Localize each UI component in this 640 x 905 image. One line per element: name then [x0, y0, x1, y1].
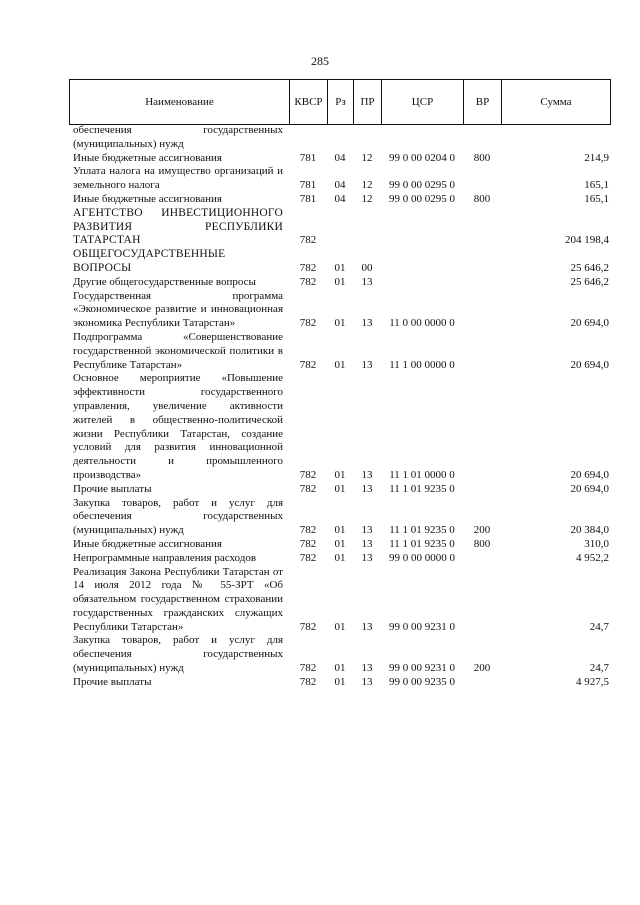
cell-csr: 11 1 00 0000 0 — [389, 358, 455, 371]
cell-sum: 25 646,2 — [570, 261, 609, 274]
cell-pr: 13 — [361, 358, 373, 371]
cell-sum: 20 384,0 — [570, 524, 609, 537]
cell-csr: 11 1 01 9235 0 — [389, 482, 455, 495]
cell-pr: 13 — [361, 524, 373, 537]
table-row — [69, 497, 611, 538]
header-csr: ЦСР — [382, 80, 464, 125]
header-name: Наименование — [70, 80, 290, 125]
cell-name: ОБЩЕГОСУДАРСТВЕННЫЕ ВОПРОСЫ — [73, 248, 226, 274]
cell-rz: 01 — [334, 675, 346, 688]
cell-vr — [463, 552, 501, 566]
cell-vr — [463, 207, 501, 248]
table-row — [69, 248, 611, 276]
cell-kvsr: 782 — [299, 275, 317, 288]
cell-rz: 01 — [334, 358, 346, 371]
cell-rz: 01 — [334, 468, 346, 481]
cell-pr: 13 — [361, 275, 373, 288]
cell-kvsr: 782 — [299, 234, 317, 247]
cell-csr: 11 0 00 0000 0 — [389, 317, 455, 330]
cell-csr — [381, 207, 463, 248]
cell-rz: 01 — [334, 662, 346, 675]
cell-kvsr: 781 — [299, 192, 317, 205]
cell-name: Подпрограмма «Совершенствование государственной экономической политики в Республике Татарстан» — [73, 330, 283, 371]
cell-name: Иные бюджетные ассигнования — [73, 192, 222, 205]
cell-name: Иные бюджетные ассигнования — [73, 151, 222, 164]
cell-csr — [381, 276, 463, 290]
budget-table — [69, 124, 611, 690]
cell-kvsr: 782 — [299, 358, 317, 371]
cell-pr: 13 — [361, 468, 373, 481]
cell-name: Иные бюджетные ассигнования — [73, 537, 222, 550]
cell-rz: 04 — [334, 151, 346, 164]
header-pr: ПР — [354, 80, 382, 125]
table-row — [69, 483, 611, 497]
cell-csr: 11 1 01 9235 0 — [389, 524, 455, 537]
cell-pr — [353, 207, 381, 248]
header-rz: Рз — [328, 80, 354, 125]
cell-name: Непрограммные направления расходов — [73, 551, 257, 564]
cell-pr: 13 — [361, 537, 373, 550]
cell-pr: 12 — [361, 151, 373, 164]
cell-rz — [327, 207, 353, 248]
table-row — [69, 152, 611, 166]
cell-rz: 04 — [334, 192, 346, 205]
cell-vr: 200 — [473, 524, 491, 537]
cell-vr — [463, 331, 501, 372]
table-row — [69, 538, 611, 552]
cell-sum: 20 694,0 — [570, 482, 609, 495]
cell-sum: 165,1 — [584, 192, 609, 205]
cell-name: АГЕНТСТВО ИНВЕСТИЦИОННОГО РАЗВИТИЯ РЕСПУБЛИКИ ТАТАРСТАН — [73, 206, 283, 247]
cell-csr: 11 1 01 0000 0 — [389, 468, 455, 481]
cell-kvsr: 782 — [299, 662, 317, 675]
cell-pr — [353, 124, 381, 152]
header-vr: ВР — [464, 80, 502, 125]
cell-sum: 214,9 — [584, 151, 609, 164]
cell-vr — [463, 124, 501, 152]
cell-kvsr: 782 — [299, 261, 317, 274]
cell-name: Реализация Закона Республики Татарстан от 14 июля 2012 года № 55-ЗРТ «Об обязательном государственном страховании государственных гражданских служащих Республики Татарстан» — [73, 565, 283, 633]
table-row — [69, 124, 611, 152]
table-row — [69, 372, 611, 482]
cell-sum — [501, 124, 611, 152]
cell-name: Прочие выплаты — [73, 482, 152, 495]
cell-name: Прочие выплаты — [73, 675, 152, 688]
cell-vr — [463, 165, 501, 193]
cell-kvsr: 782 — [299, 482, 317, 495]
header-kvsr: КВСР — [290, 80, 328, 125]
header-sum: Сумма — [502, 80, 611, 125]
cell-vr — [463, 566, 501, 635]
cell-name: Другие общегосударственные вопросы — [73, 275, 256, 288]
cell-csr — [381, 248, 463, 276]
cell-csr: 99 0 00 0295 0 — [389, 179, 455, 192]
cell-pr: 12 — [361, 192, 373, 205]
cell-sum: 20 694,0 — [570, 468, 609, 481]
cell-kvsr: 781 — [299, 151, 317, 164]
cell-kvsr: 781 — [299, 179, 317, 192]
table-header — [69, 79, 611, 125]
table-row — [69, 634, 611, 675]
cell-sum: 4 927,5 — [576, 675, 609, 688]
cell-csr: 99 0 00 9231 0 — [389, 620, 455, 633]
cell-rz: 01 — [334, 524, 346, 537]
cell-pr: 12 — [361, 179, 373, 192]
cell-pr: 13 — [361, 551, 373, 564]
cell-rz: 01 — [334, 317, 346, 330]
cell-sum: 310,0 — [584, 537, 609, 550]
cell-csr: 99 0 00 9231 0 — [389, 662, 455, 675]
cell-sum: 165,1 — [584, 179, 609, 192]
cell-pr: 13 — [361, 482, 373, 495]
cell-vr — [463, 483, 501, 497]
cell-pr: 13 — [361, 662, 373, 675]
cell-vr — [463, 372, 501, 482]
cell-name: Основное мероприятие «Повышение эффективности государственного управления, увеличение активности жителей в общественно-политической жизни Республики Татарстан, создание условий для развития инновационной деятельности и промышленного производства» — [73, 372, 283, 481]
cell-kvsr — [289, 124, 327, 152]
cell-rz: 01 — [334, 551, 346, 564]
cell-rz: 01 — [334, 537, 346, 550]
table-row — [69, 276, 611, 290]
cell-vr: 200 — [473, 662, 491, 675]
page-number: 285 — [311, 54, 329, 68]
cell-sum: 24,7 — [589, 662, 609, 675]
table-row — [69, 207, 611, 248]
cell-csr: 11 1 01 9235 0 — [389, 537, 455, 550]
table-row — [69, 676, 611, 690]
cell-vr: 800 — [473, 151, 491, 164]
cell-vr: 800 — [473, 537, 491, 550]
cell-name: Государственная программа «Экономическое развитие и инновационная экономика Республики Татарстан» — [73, 289, 283, 330]
cell-sum: 24,7 — [589, 620, 609, 633]
table-row — [69, 193, 611, 207]
table-row — [69, 290, 611, 331]
cell-name: Уплата налога на имущество организаций и земельного налога — [73, 165, 283, 192]
cell-kvsr: 782 — [299, 524, 317, 537]
cell-name: Закупка товаров, работ и услуг для обеспечения государственных (муниципальных) нужд — [73, 634, 283, 675]
budget-rows — [69, 124, 611, 690]
table-row — [69, 566, 611, 635]
cell-name: Закупка товаров, работ и услуг для обеспечения государственных (муниципальных) нужд — [73, 496, 283, 537]
cell-sum: 20 694,0 — [570, 317, 609, 330]
cell-vr — [463, 676, 501, 690]
cell-sum: 4 952,2 — [576, 551, 609, 564]
cell-name: обеспечения государственных (муниципальных) нужд — [73, 124, 283, 150]
cell-pr: 13 — [361, 620, 373, 633]
cell-kvsr: 782 — [299, 620, 317, 633]
cell-rz: 01 — [334, 275, 346, 288]
cell-pr: 13 — [361, 675, 373, 688]
table-row — [69, 165, 611, 193]
cell-sum: 25 646,2 — [570, 275, 609, 288]
cell-rz: 01 — [334, 261, 346, 274]
cell-rz: 01 — [334, 620, 346, 633]
cell-csr — [381, 124, 463, 152]
cell-csr: 99 0 00 0204 0 — [389, 151, 455, 164]
cell-vr — [463, 276, 501, 290]
cell-rz — [327, 124, 353, 152]
cell-csr: 99 0 00 0000 0 — [389, 551, 455, 564]
cell-csr: 99 0 00 0295 0 — [389, 192, 455, 205]
cell-kvsr: 782 — [299, 551, 317, 564]
cell-sum: 20 694,0 — [570, 358, 609, 371]
cell-pr: 00 — [361, 261, 373, 274]
cell-rz: 04 — [334, 179, 346, 192]
table-row — [69, 552, 611, 566]
cell-kvsr: 782 — [299, 537, 317, 550]
cell-vr: 800 — [473, 192, 491, 205]
cell-pr: 13 — [361, 317, 373, 330]
cell-kvsr: 782 — [299, 675, 317, 688]
cell-rz: 01 — [334, 482, 346, 495]
cell-vr — [463, 248, 501, 276]
cell-kvsr: 782 — [299, 317, 317, 330]
header-row — [70, 80, 611, 125]
cell-sum: 204 198,4 — [565, 234, 609, 247]
cell-kvsr: 782 — [299, 468, 317, 481]
cell-csr: 99 0 00 9235 0 — [389, 675, 455, 688]
table-row — [69, 331, 611, 372]
cell-vr — [463, 290, 501, 331]
